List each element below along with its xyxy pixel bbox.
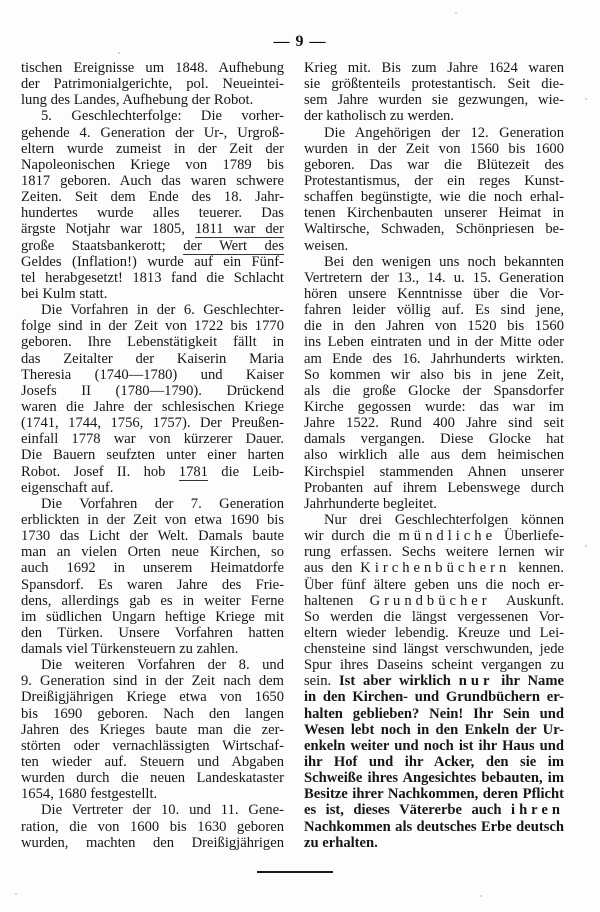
right-text-column [304, 60, 564, 851]
scan-speck [455, 12, 457, 14]
handwritten-underline: 1811 war der [194, 221, 285, 238]
text-line: bis 1690 geboren. Nach den langen [21, 705, 284, 722]
text-line: Kirchspiel stammenden Ahnen unserer [304, 463, 564, 480]
emphasized-word: Kirchenbüchern [360, 560, 511, 577]
text-line: große Staatsbankerott; der Wert des [21, 237, 284, 254]
text-line: chensteine sind längst verschwunden, jede [304, 641, 564, 658]
text-line: Die Vorfahren in der 6. Geschlechter- [41, 302, 284, 319]
bold-passage: ihr Hof und ihr Acker, den sie im [304, 754, 564, 771]
text-line: weisen. [304, 237, 349, 254]
text-line: wir durch die mündliche Überliefe- [304, 528, 564, 545]
text-line: ärgste Notjahr war 1805, 1811 war der [21, 221, 285, 238]
text-line: damals vergangen. Diese Glocke hat [304, 431, 564, 448]
text-line [304, 689, 564, 705]
text-line: Bei den wenigen uns noch bekannten [324, 253, 564, 270]
text-line: Die Angehörigen der 12. Generation [324, 124, 564, 141]
bold-passage: Besitze ihrer Nachkommen, deren Pflicht [304, 786, 564, 803]
text-line: wurden in der Zeit von 1560 bis 1600 [304, 140, 564, 157]
text-line: Die Vorfahren der 7. Generation [41, 495, 284, 512]
text-line: sem Jahre wurden sie gezwungen, wie- [304, 92, 564, 109]
text-line: am Ende des 16. Jahrhunderts wirkten. [304, 350, 564, 367]
bold-passage: es ist, dieses Vätererbe auch ihren [304, 802, 564, 819]
text-line: einfall 1778 war von kürzerer Dauer. [21, 431, 284, 448]
text-line: 9. Generation sind in der Zeit nach dem [21, 673, 284, 690]
text-line: die in den Jahren von 1520 bis 1560 [304, 318, 564, 335]
text-line: erblickten in der Zeit von etwa 1690 bis [21, 511, 284, 528]
text-line: hören unsere Kenntnisse über die Vor- [304, 285, 564, 302]
text-line: hundertes wurde alles teuerer. Das [21, 205, 284, 222]
text-line [304, 819, 564, 835]
emphasized-word: nur [458, 673, 494, 690]
text-line: geboren. Ihre Lebenstätigkeit fällt in [21, 334, 284, 351]
text-line: eigenschaft auf. [21, 479, 114, 496]
bold-passage: Ist aber wirklich nur ihr Name [339, 673, 564, 690]
text-line [304, 754, 564, 770]
text-line: schaffen begünstigte, wie die noch erhal- [304, 189, 564, 206]
text-line: rung erfassen. Sechs weitere lernen wir [304, 544, 564, 561]
text-line: Krieg mit. Bis zum Jahre 1624 waren [304, 60, 564, 76]
text-line [304, 786, 564, 802]
scan-speck [585, 545, 587, 547]
handwritten-underline: der Wert des [183, 237, 284, 254]
scan-speck [15, 893, 17, 895]
text-line: Über fünf ältere geben uns die noch er- [304, 576, 564, 593]
text-line: ration, die von 1600 bis 1630 geboren [21, 818, 284, 835]
end-of-chapter-rule [257, 871, 333, 873]
scan-speck [118, 52, 120, 54]
text-line: Zeiten. Seit dem Ende des 18. Jahr- [21, 189, 284, 206]
text-line: Probanten auf ihrem Lebenswege durch [304, 479, 564, 496]
bold-passage: enkeln weiter und noch ist ihr Haus und [304, 737, 564, 754]
text-line: Die Bauern seufzten unter einer harten [21, 447, 284, 464]
text-line: Josefs II (1780—1790). Drückend [21, 382, 284, 399]
text-line: eltern wieder lebendig. Kreuze und Lei- [304, 624, 564, 641]
text-line: Protestantismus, der ein reges Kunst- [304, 172, 564, 189]
text-line: Jahre 1522. Rund 400 Jahre sind seit [304, 415, 564, 432]
text-line: 1817 geboren. Auch das waren schwere [21, 172, 284, 189]
text-line: im südlichen Ungarn heftige Kriege mit [21, 608, 284, 625]
text-line: also wirklich alle aus dem heimischen [304, 447, 564, 464]
text-line: Theresia (1740—1780) und Kaiser [21, 366, 284, 383]
text-line: Robot. Josef II. hob 1781 die Leib- [21, 463, 284, 480]
text-line: auch 1692 in unserem Heimatdorfe [21, 560, 284, 577]
text-line: Jahrhunderte begleitet. [304, 495, 437, 512]
text-line: 1730 das Licht der Welt. Damals baute [21, 528, 284, 545]
text-line: der katholisch zu werden. [304, 108, 454, 125]
text-line: das Zeitalter der Kaiserin Maria [21, 350, 284, 367]
text-line: folge sind in der Zeit von 1722 bis 1770 [21, 318, 284, 335]
text-line: aus den Kirchenbüchern kennen. [304, 560, 564, 577]
emphasized-word: mündliche [398, 528, 497, 545]
text-line: eltern wurde zumeist in der Zeit der [21, 140, 284, 157]
text-line: dens, allerdings gab es in weiter Ferne [21, 592, 284, 609]
bold-passage: Schweiße ihres Angesichtes bebauten, im [304, 770, 564, 787]
text-line: haltenen Grundbücher Auskunft. [304, 592, 564, 609]
text-line: der Patrimonialgerichte, pol. Neueintei- [21, 76, 284, 93]
text-line: tischen Ereignisse um 1848. Aufhebung [21, 60, 284, 76]
text-line [304, 770, 564, 786]
bold-passage: zu erhalten. [304, 834, 378, 851]
text-line: Waltirsche, Schwaden, Schönpriesen be- [304, 221, 564, 238]
scan-speck [585, 98, 587, 100]
text-line: Napoleonischen Kriege von 1789 bis [21, 156, 284, 173]
bold-passage: Wesen lebt noch in den Enkeln der Ur- [304, 721, 564, 738]
text-line: Spur ihres Daseins scheint vergangen zu [304, 657, 564, 674]
text-line [304, 802, 564, 818]
handwritten-underline: 1781 [178, 463, 208, 480]
left-text-column [21, 60, 284, 851]
text-line: sie größtenteils protestantisch. Seit die- [304, 76, 564, 93]
emphasized-word: Grundbücher [369, 592, 491, 609]
emphasized-word: ihren [511, 802, 564, 819]
bold-passage: halten geblieben? Nein! Ihr Sein und [304, 705, 564, 722]
text-line: (1741, 1744, 1756, 1757). Der Preußen- [21, 415, 284, 432]
text-line: wurden durch die neuen Landeskataster [21, 770, 284, 787]
text-line: störten oder vernachlässigten Wirtschaf- [21, 737, 284, 754]
text-line: lung des Landes, Aufhebung der Robot. [21, 92, 254, 109]
text-line: Die Vertreter der 10. und 11. Gene- [41, 802, 284, 819]
text-line: den Türken. Unsere Vorfahren hatten [21, 624, 284, 641]
text-line: Dreißigjährigen Kriege etwa von 1650 [21, 689, 284, 706]
text-line: 5. Geschlechterfolge: Die vorher- [41, 108, 284, 125]
bold-passage: Nachkommen als deutsches Erbe deutsch [304, 818, 564, 835]
text-line: ins Leben eintraten und in der Mitte oder [304, 334, 564, 351]
scan-speck [480, 895, 482, 897]
text-line: geboren. Das war die Blütezeit des [304, 156, 564, 173]
text-line [304, 835, 564, 851]
text-line: Spansdorf. Es waren Jahre des Frie- [21, 576, 284, 593]
text-line: waren die Jahre der schlesischen Kriege [21, 398, 284, 415]
text-line [304, 706, 564, 722]
text-line: Jahren des Krieges baute man die zer- [21, 721, 284, 738]
text-line [304, 738, 564, 754]
text-line: sein. Ist aber wirklich nur ihr Name [304, 673, 564, 690]
text-line: tenen Kirchenbauten unserer Heimat in [304, 205, 564, 222]
text-line: Vertretern der 13., 14. u. 15. Generation [304, 269, 564, 286]
text-line: als die große Glocke der Spansdorfer [304, 382, 564, 399]
text-line: So kommen wir also bis in jene Zeit, [304, 366, 564, 383]
text-line: Geldes (Inflation!) wurde auf ein Fünf- [21, 253, 284, 270]
bold-passage: in den Kirchen- und Grundbüchern er- [304, 689, 564, 706]
text-line: Die weiteren Vorfahren der 8. und [41, 657, 284, 674]
text-line: tel herabgesetzt! 1813 fand die Schlacht [21, 269, 284, 286]
text-line: So werden die längst vergessenen Vor- [304, 608, 564, 625]
text-line: gehende 4. Generation der Ur-, Urgroß- [21, 124, 284, 141]
text-line [304, 722, 564, 738]
text-line: 1654, 1680 festgestellt. [21, 786, 158, 803]
text-line: wurden, machten den Dreißigjährigen [21, 834, 284, 851]
text-line: Kirche gegossen wurde: das war im [304, 398, 564, 415]
text-line: ten wieder auf. Steuern und Abgaben [21, 754, 284, 771]
text-line: bei Kulm statt. [21, 285, 108, 302]
text-line: Nur drei Geschlechterfolgen können [324, 511, 564, 528]
text-line: fahren leider völlig auf. Es sind jene, [304, 302, 564, 319]
text-line: man an vielen Orten neue Kirchen, so [21, 544, 284, 561]
page-number: — 9 — [273, 33, 327, 50]
text-line: damals viel Türkensteuern zu zahlen. [21, 641, 239, 658]
